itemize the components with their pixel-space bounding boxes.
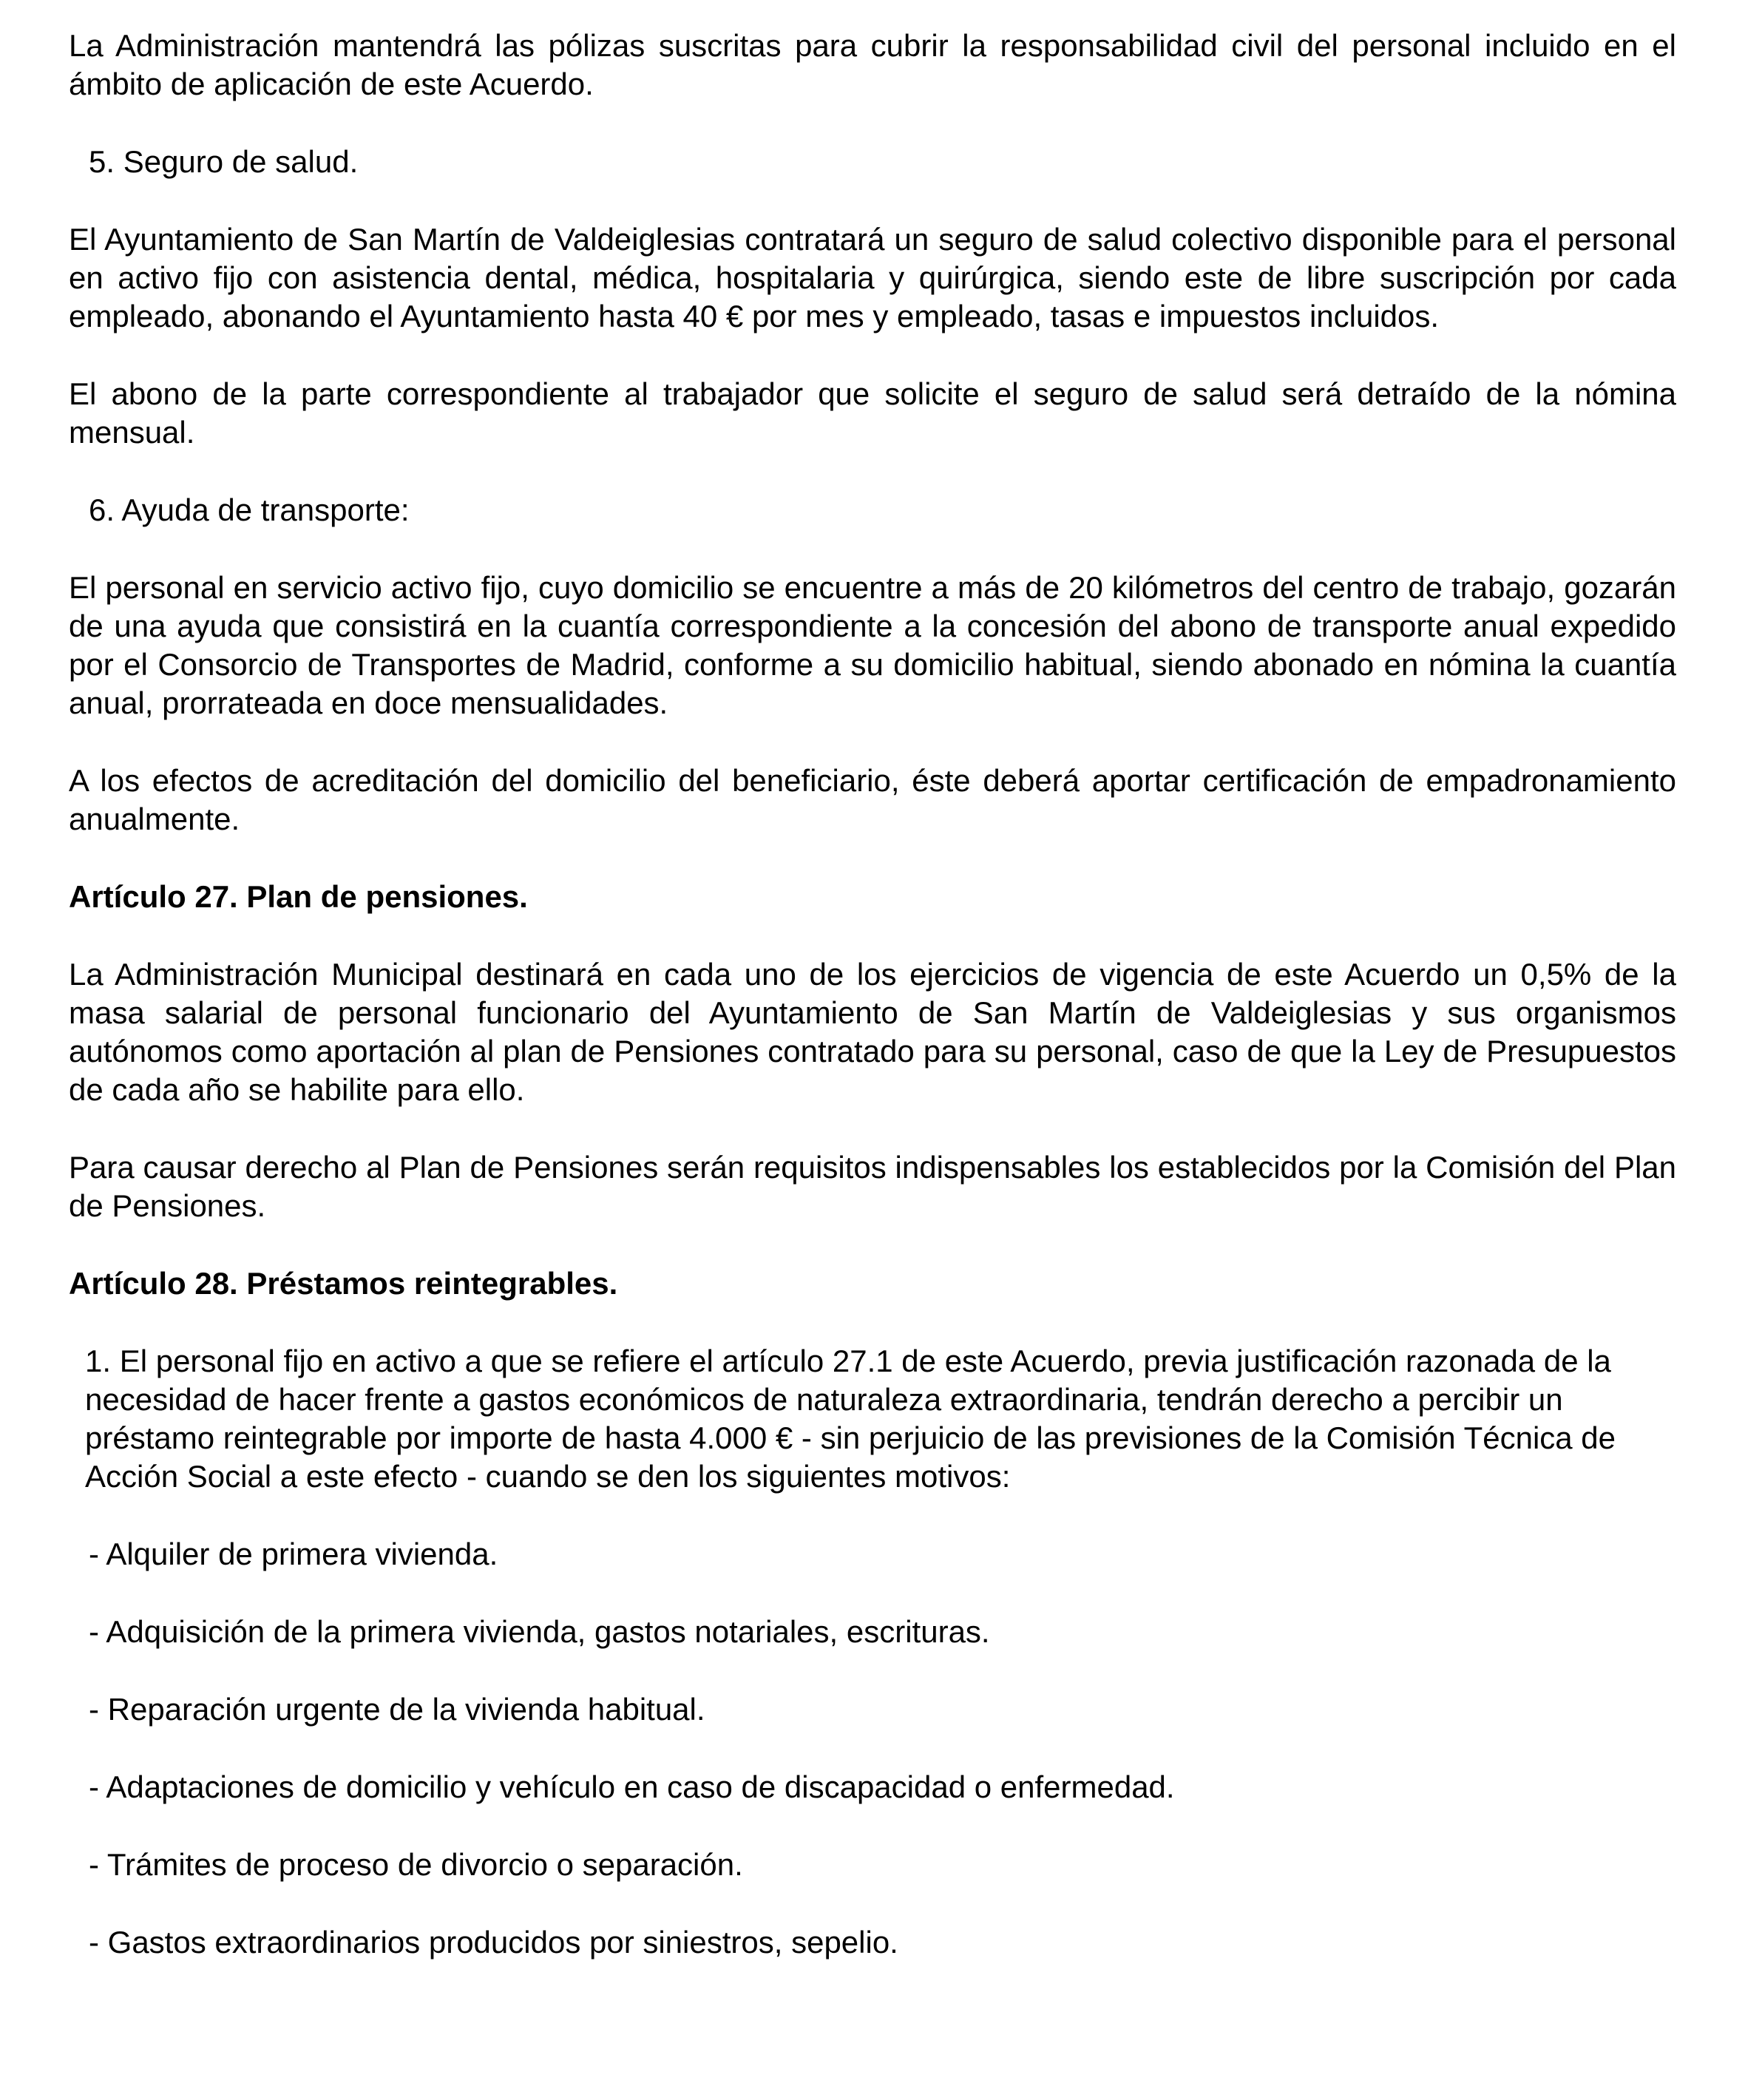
dash-item-gastos: - Gastos extraordinarios producidos por siniestros, sepelio. <box>89 1925 898 1960</box>
dash-item-adaptaciones: - Adaptaciones de domicilio y vehículo en caso de discapacidad o enfermedad. <box>89 1769 1175 1804</box>
article-heading-27: Artículo 27. Plan de pensiones. <box>69 879 528 914</box>
paragraph-seguro-colectivo: El Ayuntamiento de San Martín de Valdeiglesias contratará un seguro de salud colectivo disponible para el personal en activo fijo con asistencia dental, médica, hospitalaria y quirúrgica, siendo este de libre suscripción por cada empleado, abonando el Ayuntamiento hasta 40 € por mes y empleado, tasas e impuestos incluidos. <box>69 222 1676 333</box>
numbered-item-seguro-salud: 5. Seguro de salud. <box>89 144 359 179</box>
numbered-paragraph-prestamo: 1. El personal fijo en activo a que se refiere el artículo 27.1 de este Acuerdo, previa justificación razonada de la necesidad de hacer frente a gastos económicos de naturaleza extraordinaria, tendrán derecho a percibir un préstamo reintegrable por importe de hasta 4.000 € - sin perjuicio de las previsiones de la Comisión Técnica de Acción Social a este efecto - cuando se den los siguientes motivos: <box>85 1344 1616 1494</box>
paragraph-empadronamiento: A los efectos de acreditación del domicilio del beneficiario, éste deberá aportar certificación de empadronamiento anualmente. <box>69 763 1676 836</box>
article-heading-28: Artículo 28. Préstamos reintegrables. <box>69 1266 618 1301</box>
paragraph-abono-trabajador: El abono de la parte correspondiente al trabajador que solicite el seguro de salud será detraído de la nómina mensual. <box>69 376 1676 450</box>
paragraph-polizas: La Administración mantendrá las pólizas suscritas para cubrir la responsabilidad civil del personal incluido en el ámbito de aplicación de este Acuerdo. <box>69 28 1676 101</box>
dash-item-reparacion: - Reparación urgente de la vivienda habitual. <box>89 1692 705 1727</box>
paragraph-plan-pensiones: La Administración Municipal destinará en cada uno de los ejercicios de vigencia de este Acuerdo un 0,5% de la masa salarial de personal funcionario del Ayuntamiento de San Martín de Valdeiglesias y sus organismos autónomos como aportación al plan de Pensiones contratado para su personal, caso de que la Ley de Presupuestos de cada año se habilite para ello. <box>69 957 1676 1107</box>
paragraph-ayuda-transporte: El personal en servicio activo fijo, cuyo domicilio se encuentre a más de 20 kilómetros del centro de trabajo, gozarán de una ayuda que consistirá en la cuantía correspondiente a la concesión del abono de transporte anual expedido por el Consorcio de Transportes de Madrid, conforme a su domicilio habitual, siendo abonado en nómina la cuantía anual, prorrateada en doce mensualidades. <box>69 570 1676 720</box>
dash-item-alquiler: - Alquiler de primera vivienda. <box>89 1537 498 1571</box>
dash-item-tramites: - Trámites de proceso de divorcio o separación. <box>89 1847 743 1882</box>
dash-item-adquisicion: - Adquisición de la primera vivienda, gastos notariales, escrituras. <box>89 1614 990 1649</box>
numbered-item-ayuda-transporte: 6. Ayuda de transporte: <box>89 492 410 527</box>
paragraph-comision-plan: Para causar derecho al Plan de Pensiones serán requisitos indispensables los establecidos por la Comisión del Plan de Pensiones. <box>69 1150 1676 1223</box>
